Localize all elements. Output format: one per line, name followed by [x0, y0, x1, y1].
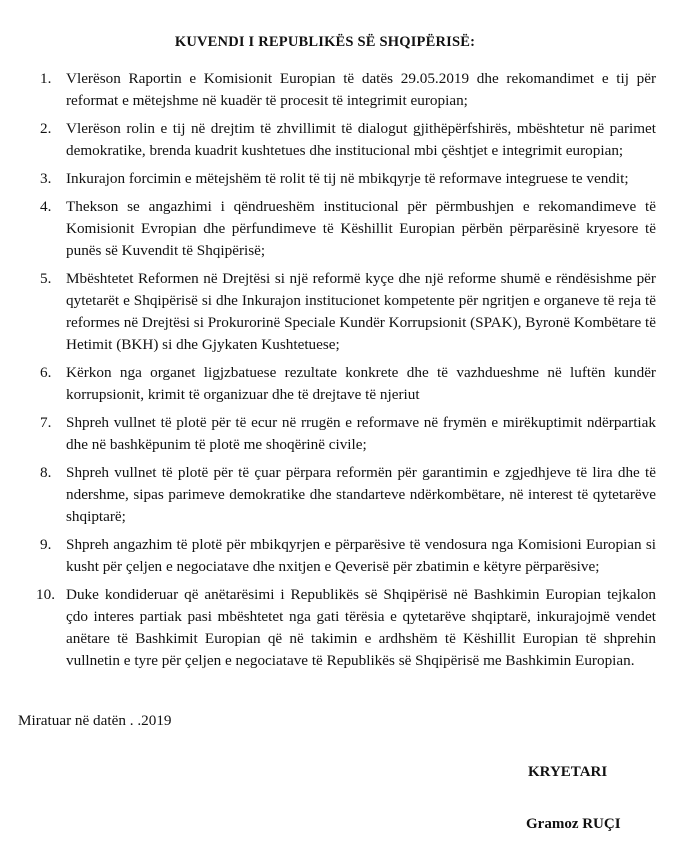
item-text: Duke kondideruar që anëtarësimi i Republikës së Shqipërisë në Bashkimin Europian tejkalon çdo interes partiak pasi mbështetet nga gati tërësia e qytetarëve shqiptarë, inkurajojmë vendet anëtare të Bashkimit Europian që në takimin e ardhshëm të Këshillit Europian të shprehin vullnetin e tyre për çeljen e negociatave të Republikës së Shqipërisë me Bashkimin Europian.: [66, 586, 656, 669]
list-item: [36, 584, 656, 672]
resolution-list: [36, 68, 656, 678]
item-text: Vlerëson rolin e tij në drejtim të zhvillimit të dialogut gjithëpërfshirës, mbështetur në parimet demokratike, brenda kuadrit kushtetues dhe institucional mbi çështjet e integrimit europian;: [66, 120, 656, 159]
list-item: [36, 412, 656, 456]
item-text: Thekson se angazhimi i qëndrueshëm institucional për përmbushjen e rekomandimeve të Komisionit Evropian dhe përfundimeve të Këshillit Europian përbën përparësinë kryesore të punës së Kuvendit të Shqipërisë;: [66, 198, 656, 259]
list-item: [36, 168, 656, 190]
item-number: 5.: [40, 270, 52, 287]
list-item: [36, 462, 656, 528]
list-item: [36, 268, 656, 356]
approval-date: Miratuar në datën . .2019: [18, 712, 172, 729]
list-item: [36, 196, 656, 262]
document-heading: KUVENDI I REPUBLIKËS SË SHQIPËRISË:: [174, 34, 476, 50]
item-text: Shpreh vullnet të plotë për të çuar përpara reformën për garantimin e zgjedhjeve të lira dhe të ndershme, sipas parimeve demokratike dhe standarteve ndërkombëtare, në interest të qytetarëve shqiptarë;: [66, 464, 656, 525]
item-number: 6.: [40, 364, 52, 381]
item-number: 4.: [40, 198, 52, 215]
item-number: 1.: [40, 70, 52, 87]
item-number: 9.: [40, 536, 52, 553]
item-number: 7.: [40, 414, 52, 431]
item-text: Shpreh angazhim të plotë për mbikqyrjen e përparësive të vendosura nga Komisioni Europian si kusht për çeljen e negociatave dhe nxitjen e Qeverisë për zbatimin e këtyre përparësive;: [66, 536, 656, 575]
item-number: 3.: [40, 170, 52, 187]
list-item: [36, 534, 656, 578]
item-text: Inkurajon forcimin e mëtejshëm të rolit të tij në mbikqyrje të reformave integruese te vendit;: [66, 170, 629, 187]
signatory-title: KRYETARI: [528, 764, 608, 780]
item-text: Vlerëson Raportin e Komisionit Europian të datës 29.05.2019 dhe rekomandimet e tij për reformat e mëtejshme në kuadër të procesit të integrimit europian;: [66, 70, 656, 109]
list-item: [36, 362, 656, 406]
list-item: [36, 68, 656, 112]
item-text: Shpreh vullnet të plotë për të ecur në rrugën e reformave në frymën e mirëkuptimit ndërpartiak dhe në bashkëpunim të plotë me shoqërinë civile;: [66, 414, 656, 453]
signatory-name: Gramoz RUÇI: [526, 816, 621, 832]
item-text: Mbështetet Reformen në Drejtësi si një reformë kyçe dhe një reforme shumë e rëndësishme për qytetarët e Shqipërisë si dhe Inkurajon institucionet kompetente për ngritjen e organeve të reja të reformes në Drejtësi si Prokurorinë Speciale Kundër Korrupsionit (SPAK), Byronë Kombëtare të Hetimit (BKH) si dhe Gjykaten Kushtetuese;: [66, 270, 656, 353]
item-number: 10.: [36, 586, 55, 603]
item-text: Kërkon nga organet ligjzbatuese rezultate konkrete dhe të vazhdueshme në luftën kundër korrupsionit, krimit të organizuar dhe të drejtave të njeriut: [66, 364, 656, 403]
list-item: [36, 118, 656, 162]
item-number: 2.: [40, 120, 52, 137]
item-number: 8.: [40, 464, 52, 481]
